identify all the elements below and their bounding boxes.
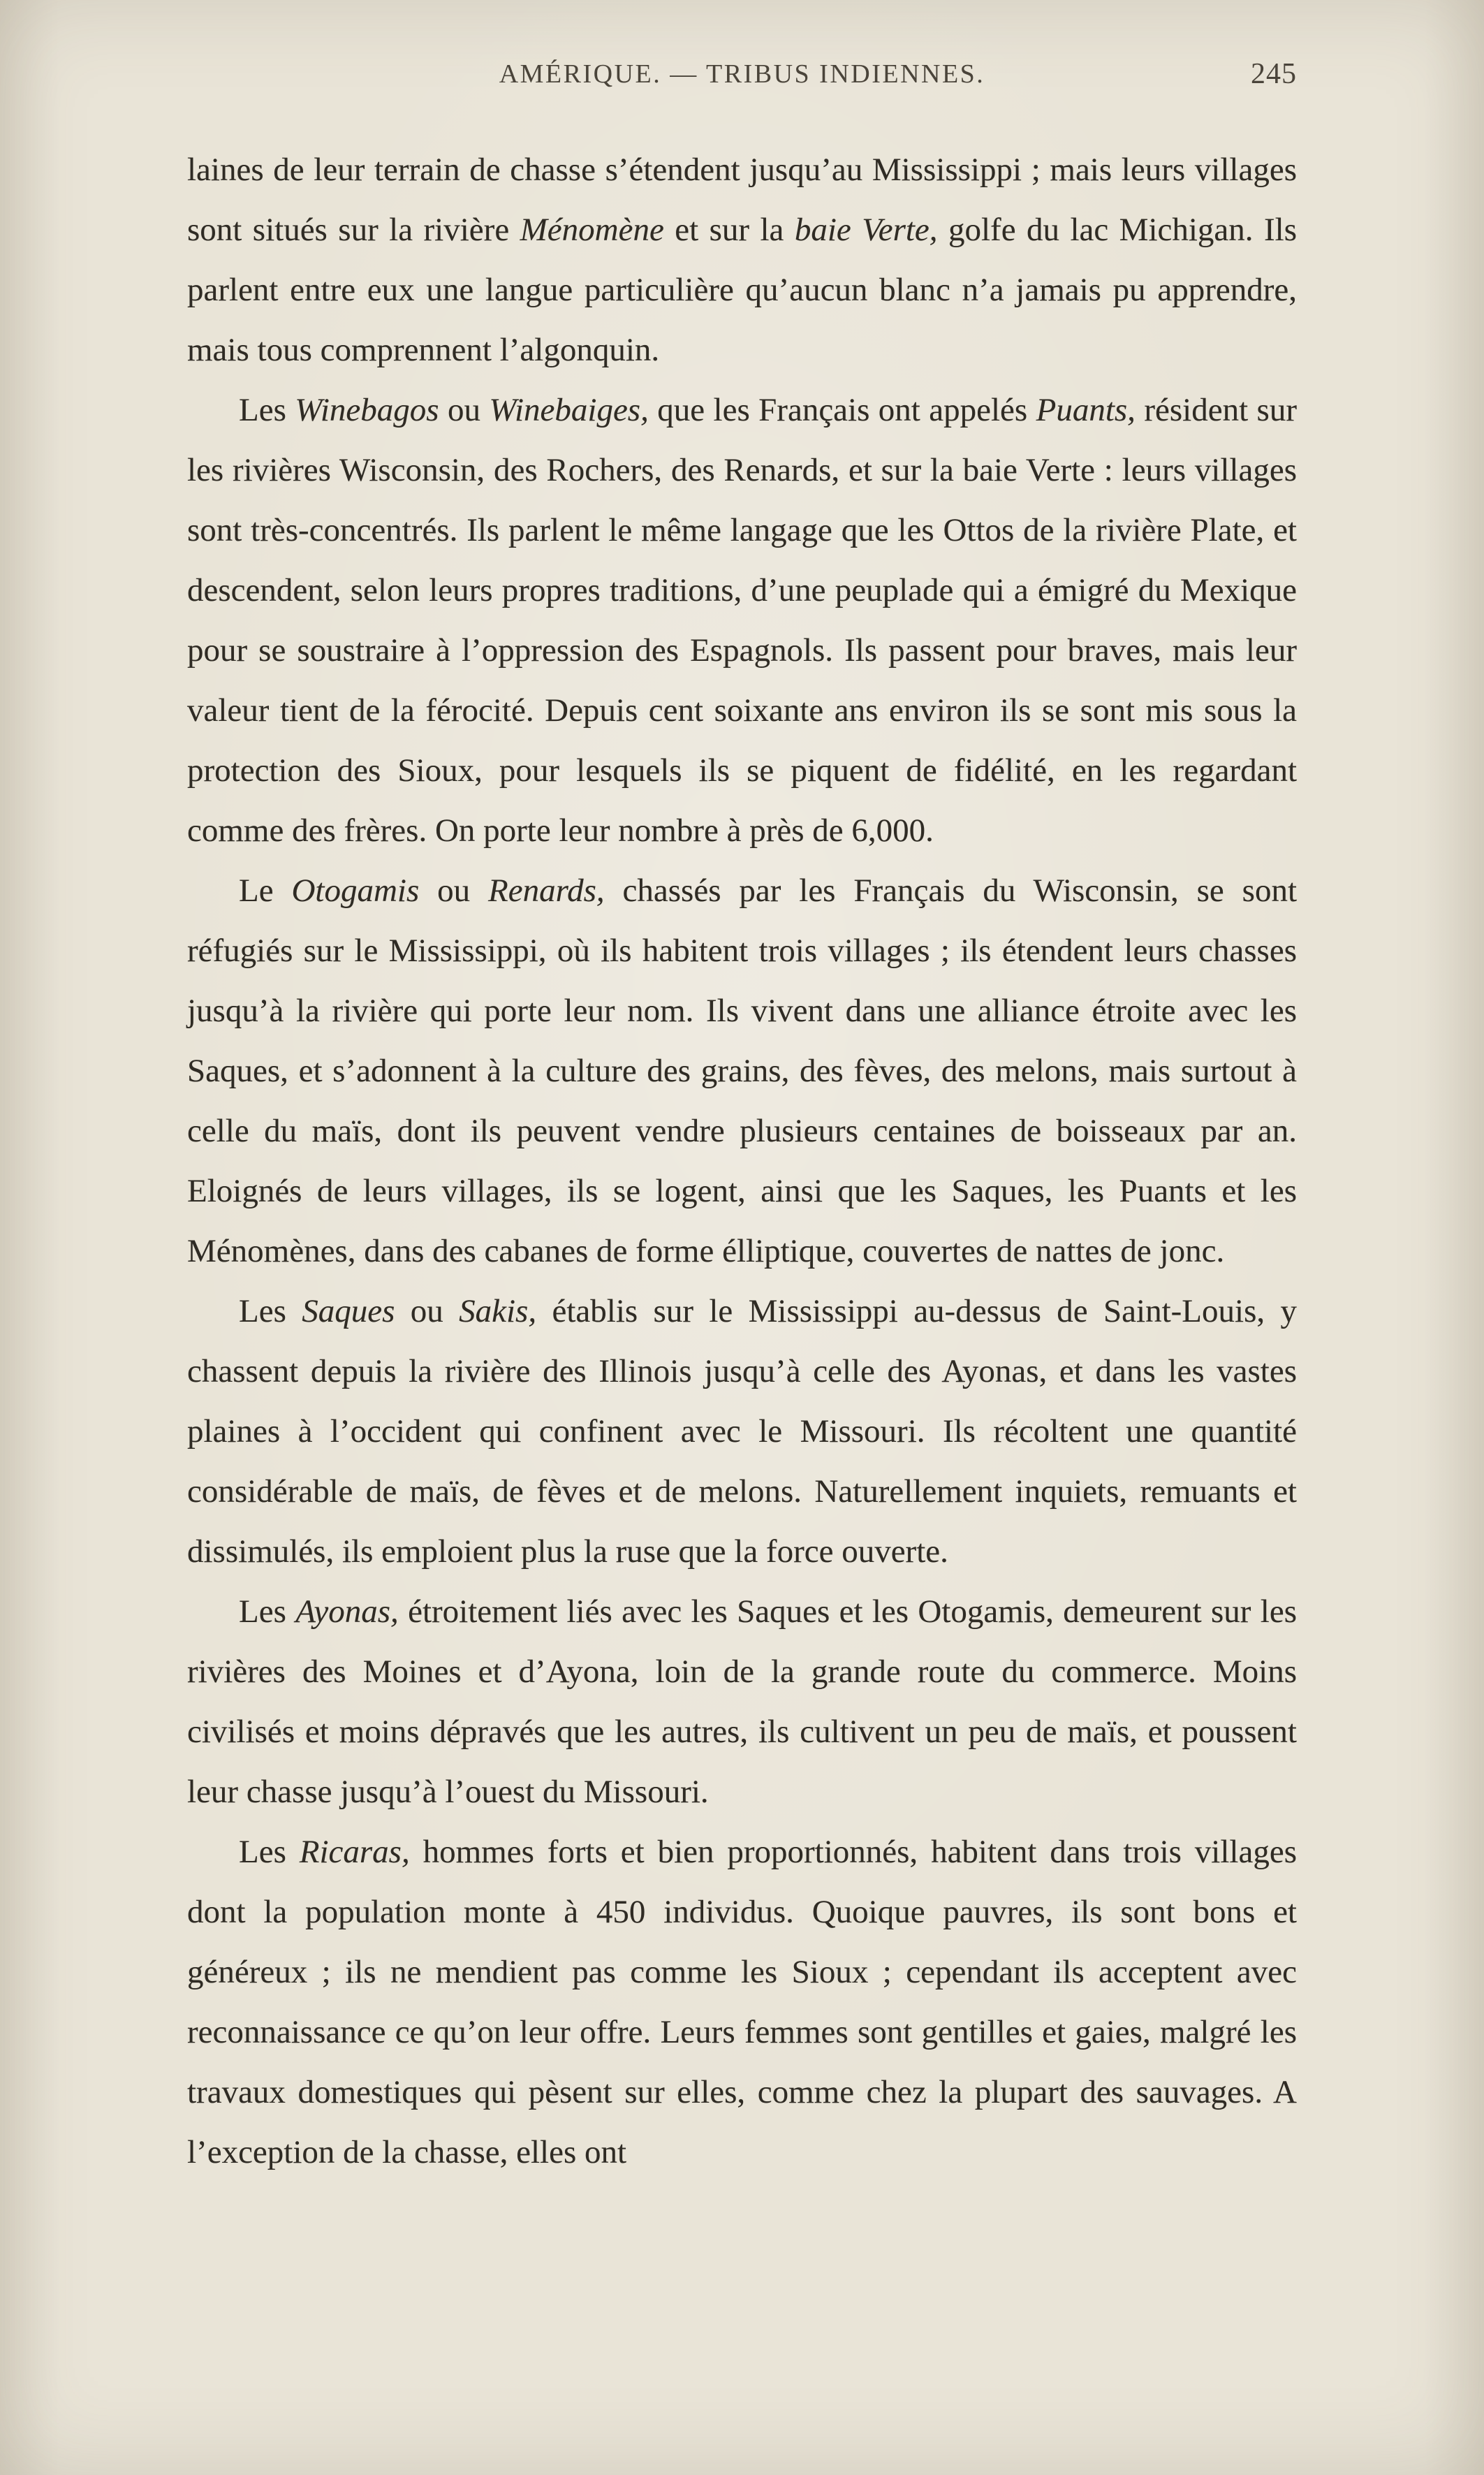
italic-text-run: Ménomène: [520, 212, 664, 248]
italic-text-run: Renards,: [488, 873, 605, 909]
text-run: Les: [239, 1293, 302, 1329]
text-run: et sur la: [663, 212, 795, 248]
italic-text-run: Saques: [302, 1293, 395, 1329]
text-run: ou: [395, 1293, 460, 1329]
italic-text-run: Puants,: [1036, 392, 1136, 428]
paragraph: [187, 1281, 1297, 1582]
italic-text-run: Ayonas,: [295, 1593, 399, 1630]
text-run: Les: [239, 392, 295, 428]
italic-text-run: Ricaras,: [299, 1834, 410, 1870]
paragraph: [187, 1582, 1297, 1822]
page-body: [187, 140, 1297, 2182]
paragraph: [187, 140, 1297, 380]
text-run: ou: [419, 873, 488, 909]
running-title: AMÉRIQUE. — TRIBUS INDIENNES.: [499, 59, 985, 89]
text-run: étroitement liés avec les Saques et les Otogamis, demeurent sur les rivières des Moines et d’Ayona, loin de la grande route du commerce. Moins civilisés et moins dépravés que les autres, ils cultivent un peu de maïs, et poussent leur chasse jusqu’à l’ouest du Missouri.: [187, 1593, 1297, 1810]
text-run: Le: [239, 873, 292, 909]
page-header: [187, 59, 1297, 108]
paragraph: [187, 380, 1297, 861]
text-run: Les: [239, 1834, 300, 1870]
text-run: ou: [439, 392, 490, 428]
text-run: golfe du lac Michigan. Ils parlent entre eux une langue particulière qu’aucun blanc n’a jamais pu apprendre, mais tous comprennent l’algonquin.: [187, 212, 1297, 368]
text-run: chassés par les Français du Wisconsin, se sont réfugiés sur le Mississippi, où ils habitent trois villages ; ils étendent leurs chasses jusqu’à la rivière qui porte leur nom. Ils vivent dans une alliance étroite avec les Saques, et s’adonnent à la culture des grains, des fèves, des melons, mais surtout à celle du maïs, dont ils peuvent vendre plusieurs centaines de boisseaux par an. Eloignés de leurs villages, ils se logent, ainsi que les Saques, les Puants et les Ménomènes, dans des cabanes de forme élliptique, couvertes de nattes de jonc.: [187, 873, 1297, 1269]
text-run: laines de leur terrain de chasse s’étendent jusqu’au Mississippi ; mais leurs villages sont situés sur la rivière: [187, 152, 1297, 248]
paragraph: [187, 1822, 1297, 2182]
text-run: résident sur les rivières Wisconsin, des Rochers, des Renards, et sur la baie Verte : leurs villages sont très-concentrés. Ils parlent le même langage que les Ottos de la rivière Plate, et descendent, selon leurs propres traditions, d’une peuplade qui a émigré du Mexique pour se soustraire à l’oppression des Espagnols. Ils passent pour braves, mais leur valeur tient de la férocité. Depuis cent soixante ans environ ils se sont mis sous la protection des Sioux, pour lesquels ils se piquent de fidélité, en les regardant comme des frères. On porte leur nombre à près de 6,000.: [187, 392, 1297, 849]
text-run: établis sur le Mississippi au-dessus de Saint-Louis, y chassent depuis la rivière des Illinois jusqu’à celle des Ayonas, et dans les vastes plaines à l’occident qui confinent avec le Missouri. Ils récoltent une quantité considérable de maïs, de fèves et de melons. Naturellement inquiets, remuants et dissimulés, ils emploient plus la ruse que la force ouverte.: [187, 1293, 1297, 1570]
italic-text-run: Winebaiges,: [489, 392, 649, 428]
text-run: Les: [239, 1593, 296, 1630]
italic-text-run: Sakis,: [459, 1293, 537, 1329]
page-number: 245: [1251, 58, 1297, 90]
italic-text-run: Otogamis: [291, 873, 420, 909]
text-run: que les Français ont appelés: [648, 392, 1036, 428]
text-run: hommes forts et bien proportionnés, habitent dans trois villages dont la population monte à 450 individus. Quoique pauvres, ils sont bons et généreux ; ils ne mendient pas comme les Sioux ; cependant ils acceptent avec reconnaissance ce qu’on leur offre. Leurs femmes sont gentilles et gaies, malgré les travaux domestiques qui pèsent sur elles, comme chez la plupart des sauvages. A l’exception de la chasse, elles ont: [187, 1834, 1297, 2170]
italic-text-run: baie Verte,: [794, 212, 938, 248]
paragraph: [187, 861, 1297, 1281]
italic-text-run: Winebagos: [295, 392, 439, 428]
